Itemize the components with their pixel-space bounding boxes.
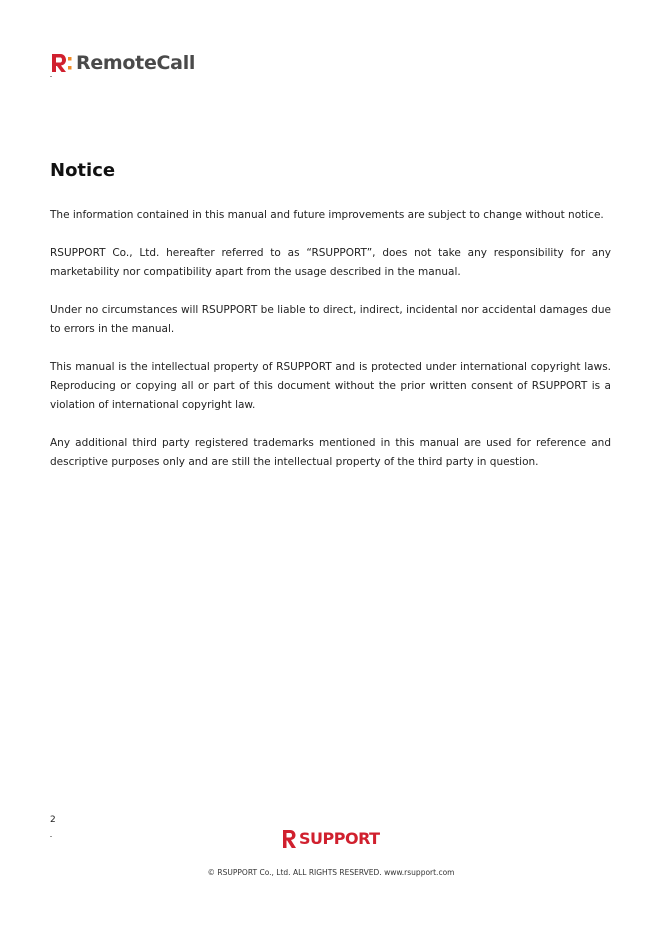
page-number: 2 — [50, 815, 56, 825]
remotecall-logo-icon — [50, 51, 72, 75]
notice-paragraph: Under no circumstances will RSUPPORT be liable to direct, indirect, incidental nor accidental damages due to errors in the manual. — [50, 304, 611, 335]
notice-paragraph: RSUPPORT Co., Ltd. hereafter referred to as “RSUPPORT”, does not take any responsibility for any marketability nor compatibility apart from the usage described in the manual. — [50, 247, 611, 278]
rsupport-logo — [282, 828, 380, 850]
notice-paragraph: This manual is the intellectual property of RSUPPORT and is protected under international copyright laws. Reproducing or copying all or part of this document without the prior written consent of RSUPPORT is a violation of international copyright law. — [50, 361, 611, 411]
header-divider-mark — [50, 76, 52, 77]
notice-body — [50, 206, 611, 491]
copyright-text: © RSUPPORT Co., Ltd. ALL RIGHTS RESERVED. www.rsupport.com — [207, 868, 455, 877]
brand-name: RemoteCall — [76, 52, 196, 74]
rsupport-logo-icon — [282, 829, 298, 849]
remotecall-logo — [50, 50, 195, 76]
footer-divider-mark — [50, 836, 52, 837]
notice-paragraph: Any additional third party registered trademarks mentioned in this manual are used for reference and descriptive purposes only and are still the intellectual property of the third party in question. — [50, 437, 611, 468]
notice-paragraph: The information contained in this manual and future improvements are subject to change without notice. — [50, 209, 604, 221]
page-title: Notice — [50, 160, 116, 181]
rsupport-logo-text: SUPPORT — [299, 829, 380, 848]
